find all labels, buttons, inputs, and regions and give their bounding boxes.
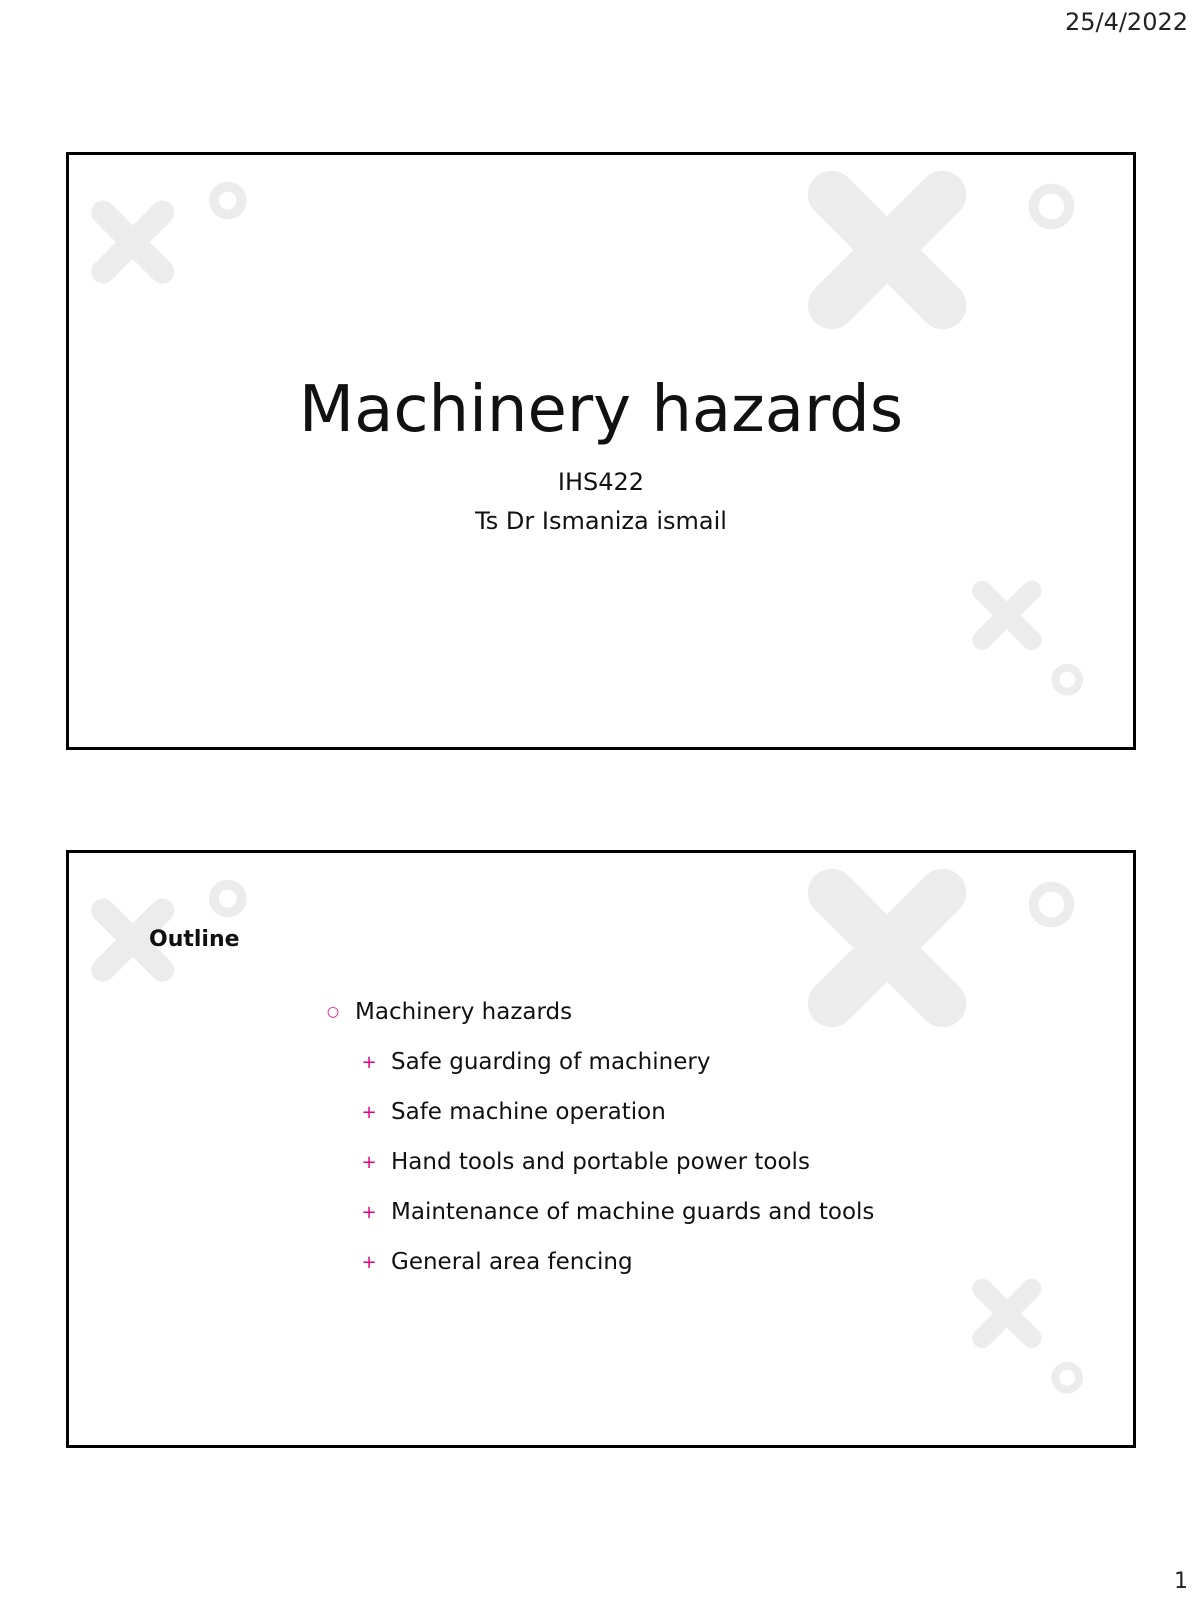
list-item-label: General area fencing (391, 1249, 633, 1275)
plus-bullet-icon: + (361, 1201, 377, 1223)
list-item-label: Maintenance of machine guards and tools (391, 1199, 875, 1225)
outline-list (319, 987, 874, 1287)
list-item (319, 1187, 874, 1237)
list-item-label: Hand tools and portable power tools (391, 1149, 810, 1175)
circle-icon (1055, 668, 1079, 692)
circle-bullet-icon: ○ (326, 1004, 340, 1020)
plus-bullet-icon: + (361, 1051, 377, 1073)
x-mark-icon (982, 591, 1031, 640)
slide-title (66, 152, 1136, 750)
course-code: IHS422 (557, 468, 645, 497)
page-number: 1 (1174, 1569, 1188, 1594)
slide-title-text: Machinery hazards (298, 373, 904, 447)
date-header: 25/4/2022 (1064, 8, 1188, 36)
list-item (319, 987, 874, 1037)
list-item-label: Safe guarding of machinery (391, 1049, 711, 1075)
subtitle-block (69, 463, 1133, 540)
x-mark-icon (103, 212, 162, 271)
x-mark-icon (832, 195, 943, 306)
list-item (319, 1237, 874, 1287)
list-item (319, 1087, 874, 1137)
slide-outline (66, 850, 1136, 1448)
list-item-label: Machinery hazards (355, 999, 573, 1025)
circle-icon (214, 885, 242, 913)
list-item (319, 1037, 874, 1087)
presenter-name: Ts Dr Ismaniza ismail (475, 506, 727, 535)
circle-icon (1034, 189, 1070, 225)
x-mark-icon (982, 1289, 1031, 1338)
circle-icon (1055, 1366, 1079, 1390)
outline-heading: Outline (149, 927, 240, 952)
circle-icon (1034, 887, 1070, 923)
plus-bullet-icon: + (361, 1151, 377, 1173)
list-item-label: Safe machine operation (391, 1099, 666, 1125)
title-block (69, 375, 1133, 540)
plus-bullet-icon: + (361, 1101, 377, 1123)
list-item (319, 1137, 874, 1187)
plus-bullet-icon: + (361, 1251, 377, 1273)
circle-icon (214, 187, 242, 215)
